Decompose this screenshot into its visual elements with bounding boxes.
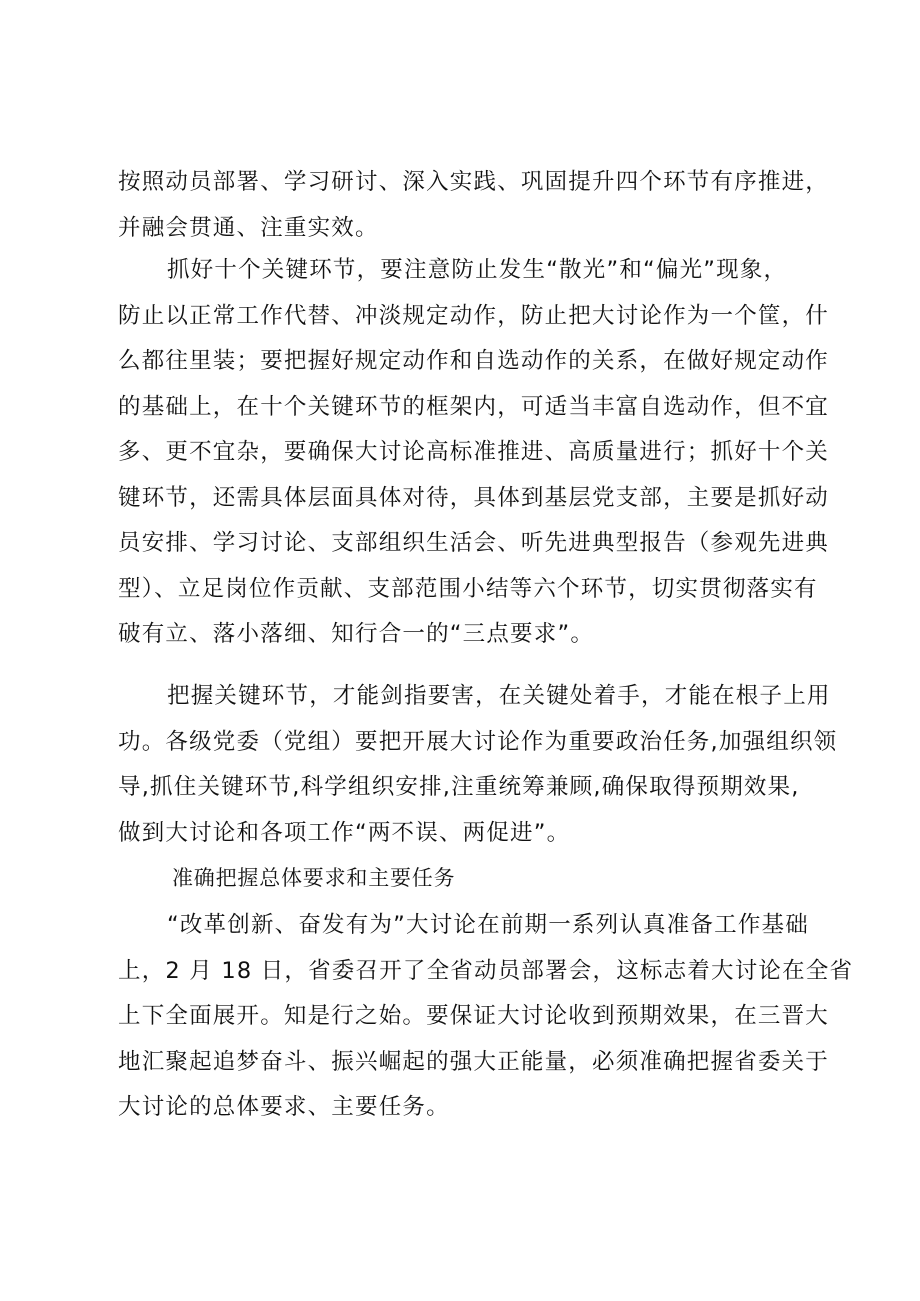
text-line: 按照动员部署、学习研讨、深入实践、巩固提升四个环节有序推进， <box>118 169 830 195</box>
text-line: 做到大讨论和各项工作“两不误、两促进”。 <box>118 819 571 846</box>
text-line: 大讨论的总体要求、主要任务。 <box>118 1094 450 1120</box>
paragraph-5 <box>118 903 854 1131</box>
text-line: 功。各级党委（党组）要把开展大讨论作为重要政治任务,加强组织领 <box>118 728 838 755</box>
text-line: 么都往里装；要把握好规定动作和自选动作的关系，在做好规定动作 <box>118 348 830 374</box>
text-line: 型）、立足岗位作贡献、支部范围小结等六个环节，切实贯彻落实有 <box>118 575 818 602</box>
text-line: 把握关键环节，才能剑指要害，在关键处着手，才能在根子上用 <box>167 683 831 709</box>
text-line: 上，2 月 18 日，省委召开了全省动员部署会，这标志着大讨论在全省 <box>118 957 854 984</box>
text-line: 地汇聚起追梦奋斗、振兴崛起的强大正能量，必须准确把握省委关于 <box>118 1048 830 1075</box>
heading-text: 准确把握总体要求和主要任务 <box>172 866 456 890</box>
text-line: 导,抓住关键环节,科学组织安排,注重统筹兼顾,确保取得预期效果, <box>118 774 800 800</box>
text-line: 抓好十个关键环节，要注意防止发生“散光”和“偏光”现象， <box>167 257 788 283</box>
paragraph-3 <box>118 674 838 856</box>
paragraph-1 <box>118 160 830 251</box>
text-line: 键环节，还需具体层面具体对待，具体到基层党支部，主要是抓好动 <box>118 484 830 511</box>
paragraph-2 <box>118 248 830 658</box>
text-line: 破有立、落小落细、知行合一的“三点要求”。 <box>118 621 595 647</box>
text-line: 防止以正常工作代替、冲淡规定动作，防止把大讨论作为一个筐，什 <box>118 302 830 329</box>
text-line: 并融会贯通、注重实效。 <box>118 214 379 241</box>
text-line: “改革创新、奋发有为”大讨论在前期一系列认真准备工作基础 <box>167 912 809 938</box>
text-line: 员安排、学习讨论、支部组织生活会、听先进典型报告（参观先进典 <box>118 530 830 556</box>
text-line: 上下全面展开。知是行之始。要保证大讨论收到预期效果，在三晋大 <box>118 1003 830 1029</box>
section-heading <box>118 856 818 902</box>
text-line: 多、更不宜杂，要确保大讨论高标准推进、高质量进行；抓好十个关 <box>118 439 830 465</box>
text-line: 的基础上，在十个关键环节的框架内，可适当丰富自选动作，但不宜 <box>118 393 830 420</box>
